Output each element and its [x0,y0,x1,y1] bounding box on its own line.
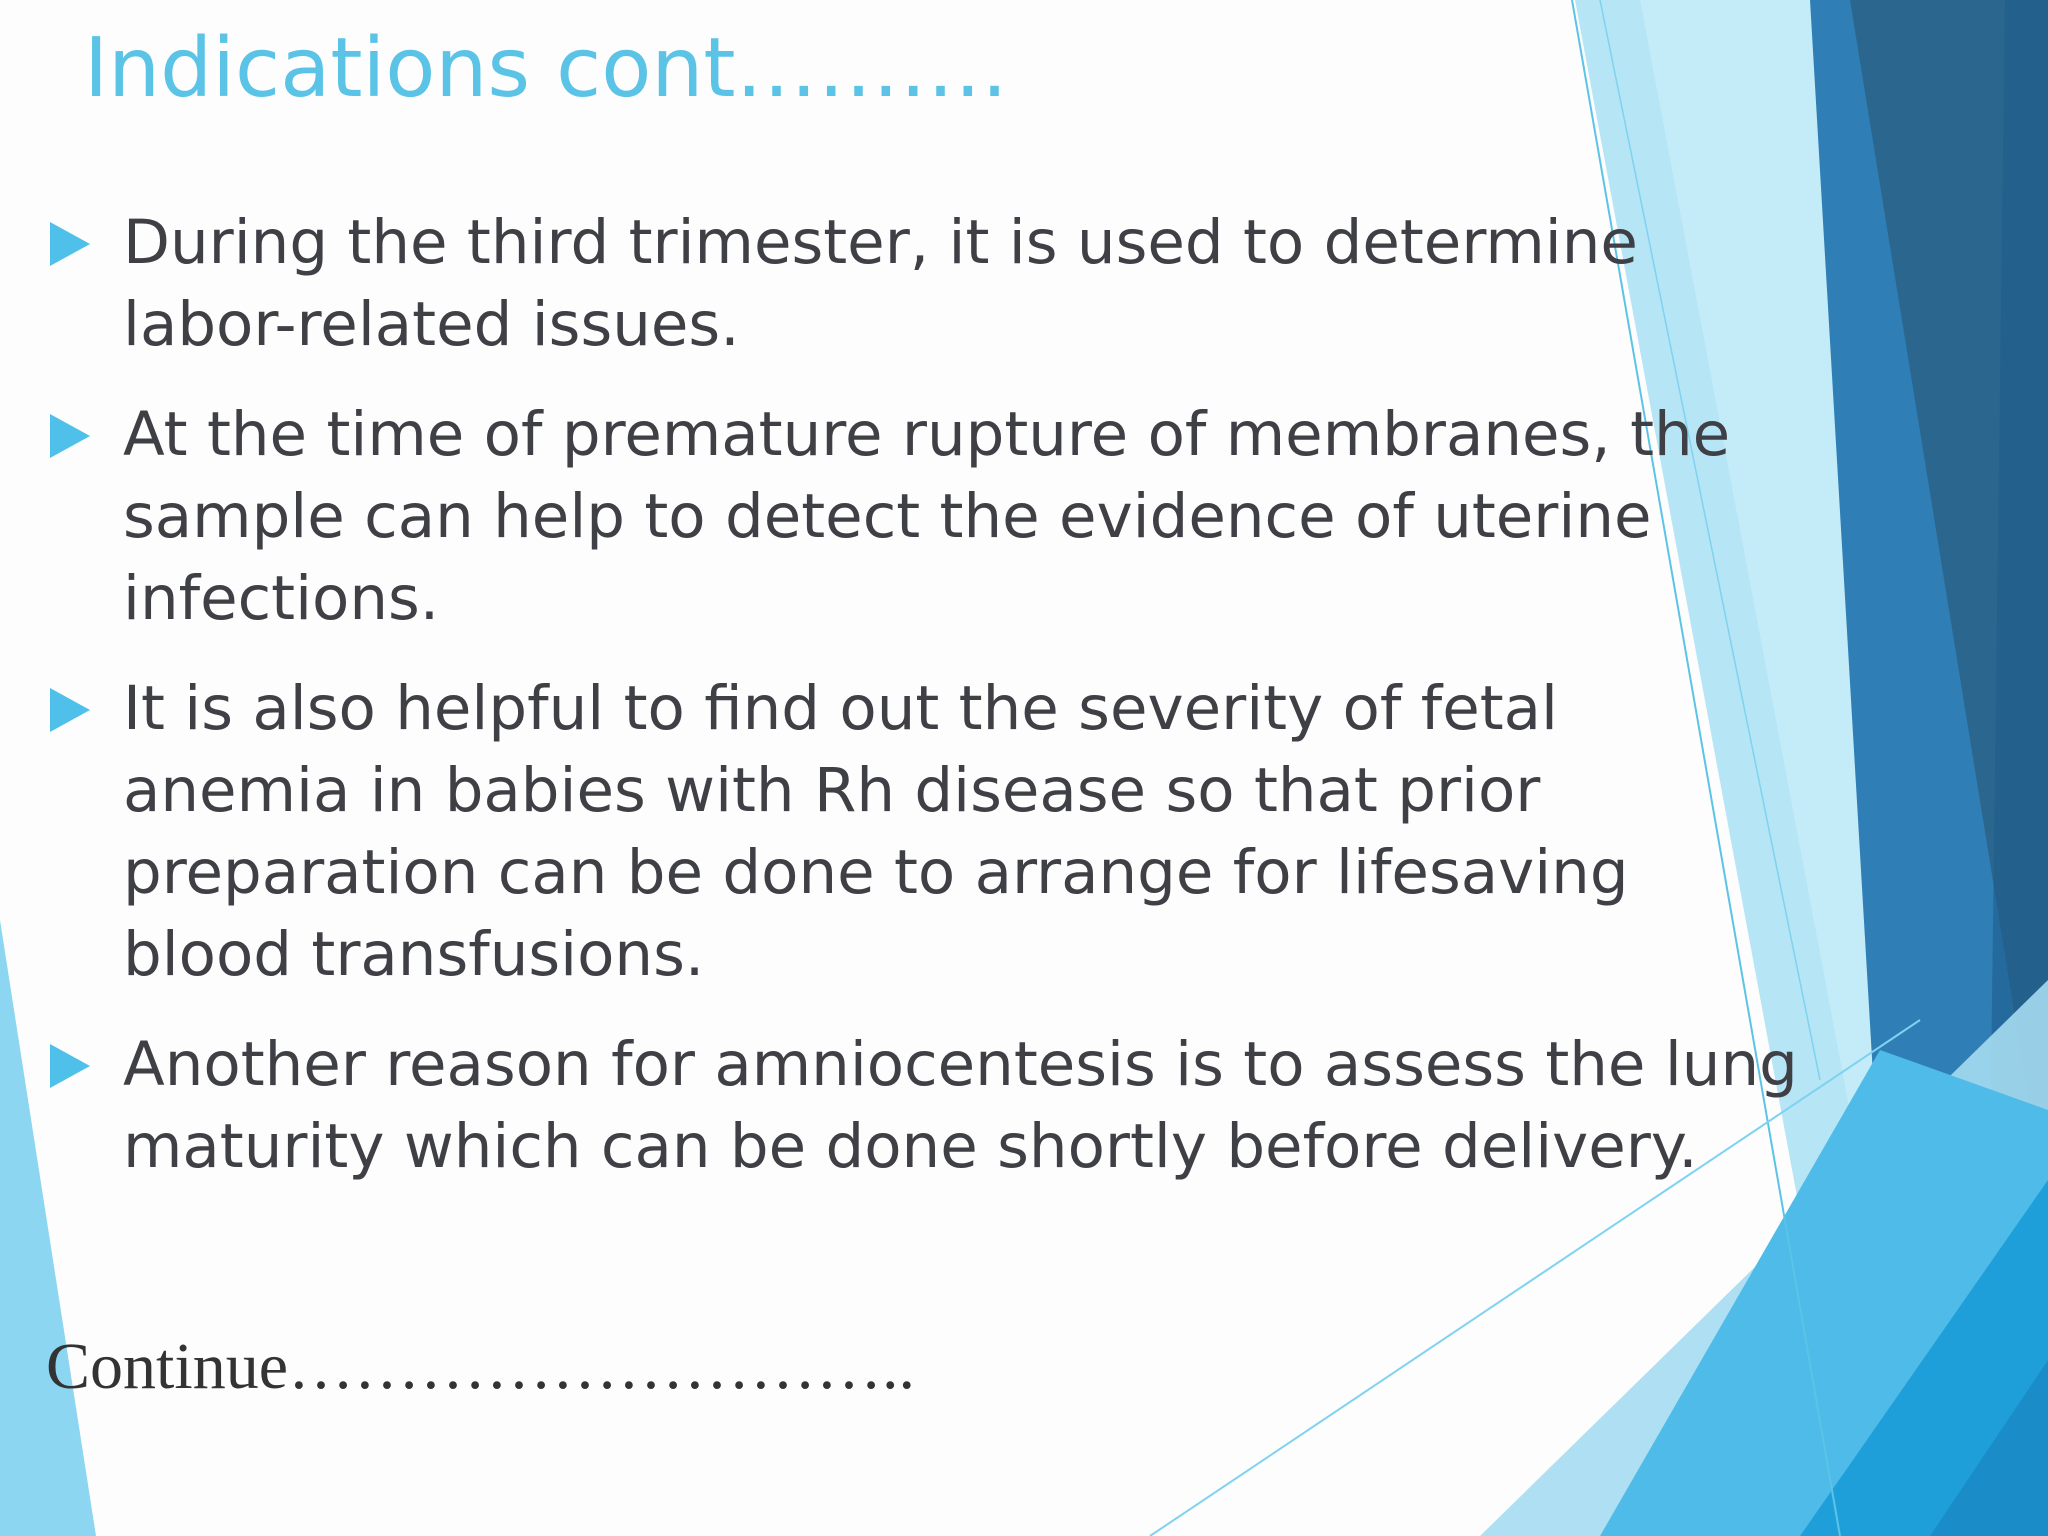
bullet-line: sample can help to detect the evidence of uterine [123,481,1652,552]
bullet-line: labor-related issues. [123,289,740,360]
bullet-list [50,202,1810,1216]
bullet-line: maturity which can be done shortly before delivery. [123,1111,1698,1182]
bullet-line: During the third trimester, it is used to determine [123,207,1638,278]
bullet-item [50,202,1810,366]
continue-footer: Continue……………………….. [46,1330,915,1403]
bullet-line: infections. [123,563,440,634]
bullet-item [50,1024,1810,1188]
triangle-bullet-icon [50,414,90,458]
triangle-bullet-icon [50,1044,90,1088]
bullet-line: blood transfusions. [123,919,705,990]
bullet-line: At the time of premature rupture of membranes, the [123,399,1731,470]
bullet-line: Another reason for amniocentesis is to assess the lung [123,1029,1798,1100]
bullet-item [50,394,1810,640]
slide-title: Indications cont………. [84,21,1008,116]
bullet-line: anemia in babies with Rh disease so that prior [123,755,1541,826]
triangle-bullet-icon [50,222,90,266]
triangle-bullet-icon [50,688,90,732]
bullet-item [50,668,1810,996]
bullet-line: It is also helpful to find out the severity of fetal [123,673,1558,744]
bullet-line: preparation can be done to arrange for lifesaving [123,837,1629,908]
